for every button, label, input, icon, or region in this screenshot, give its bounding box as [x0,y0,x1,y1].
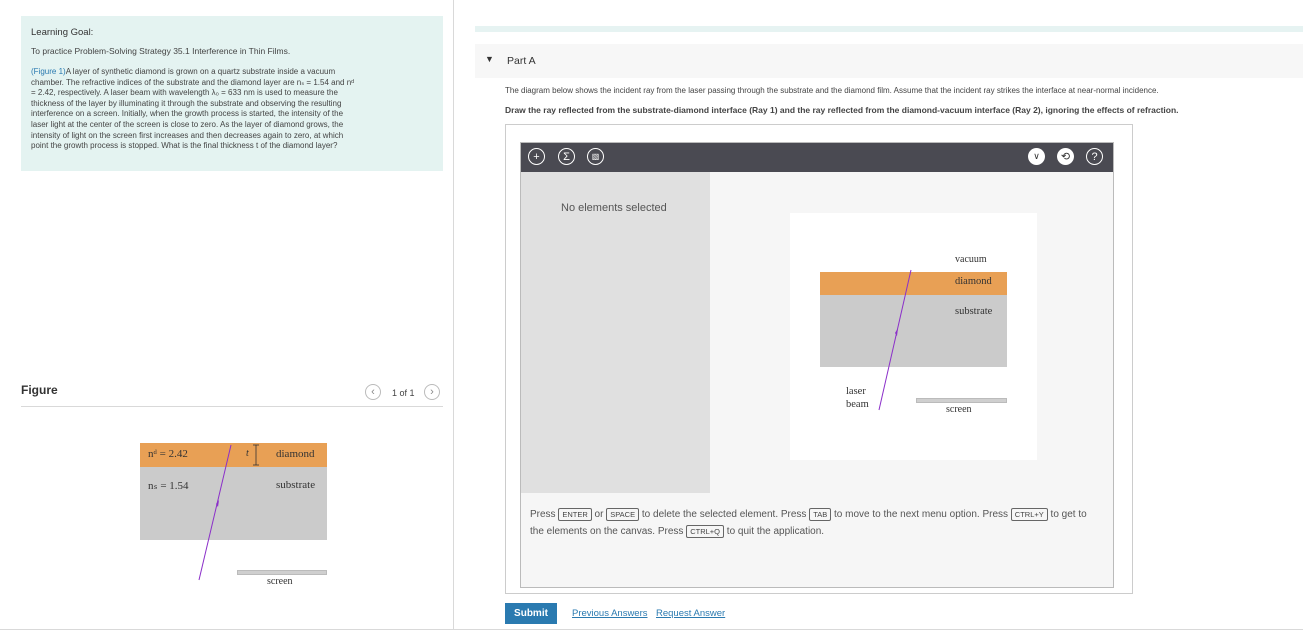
trash-icon[interactable]: ▧ [587,148,604,165]
problem-line: laser light at the center of the screen is close to zero. As the layer of diamond grows, the [31,119,344,129]
help-text: to move to the next menu option. Press [834,509,1009,520]
thickness-label: t [246,448,249,459]
top-accent-bar [475,26,1303,32]
kbd-tab: TAB [809,508,831,521]
help-text: Press [530,509,556,520]
element-sidebar [521,172,710,493]
figure-divider [21,406,443,407]
kbd-space: SPACE [606,508,639,521]
add-icon[interactable]: + [528,148,545,165]
reset-icon[interactable]: ⟲ [1057,148,1074,165]
canvas-vacuum-label: vacuum [955,254,987,265]
help-icon[interactable]: ? [1086,148,1103,165]
caret-down-icon[interactable]: ▼ [485,54,494,64]
problem-line: point the growth process is stopped. What is the final thickness t of the diamond layer? [31,141,338,151]
problem-line: intensity of light on the screen first increases and then decreases again to zero, at which [31,130,344,140]
figure-pager: 1 of 1 [392,388,415,398]
question-text: The diagram below shows the incident ray from the laser passing through the substrate and the diamond film. Assume that the incident ray strikes the interface at near-normal incidence. [505,86,1159,95]
nd-label: nᵈ = 2.42 [148,448,188,460]
drawing-toolbar [521,143,1113,172]
submit-button[interactable]: Submit [505,603,557,624]
figure-diamond-label: diamond [276,448,315,460]
no-selection-text: No elements selected [561,202,667,214]
problem-line: interference on a screen. Initially, when the growth process is started, the intensity of the [31,109,344,119]
problem-line: = 2.42, respectively. A laser beam with wavelength λ₀ = 633 nm is used to measure the [31,88,338,98]
chevron-down-icon[interactable]: ∨ [1028,148,1045,165]
figure-screen-label: screen [267,576,293,587]
previous-answers-link[interactable]: Previous Answers [572,608,648,619]
help-text: to delete the selected element. Press [641,509,807,520]
figure-link[interactable]: (Figure 1) [31,67,66,76]
question-instruction: Draw the ray reflected from the substrate-diamond interface (Ray 1) and the ray reflected from the diamond-vacuum interface (Ray 2), ignoring the effects of refraction. [505,105,1179,115]
problem-line: chamber. The refractive indices of the substrate and the diamond layer are nₛ = 1.54 and nᵈ [31,77,355,87]
keyboard-help [530,506,1090,540]
chevron-right-icon[interactable]: › [424,384,440,400]
canvas-substrate-label: substrate [955,306,993,317]
learning-goal-title: Learning Goal: [31,27,94,38]
incident-ray [199,445,231,580]
kbd-enter: ENTER [558,508,591,521]
column-divider [453,0,454,630]
learning-goal-intro: To practice Problem-Solving Strategy 35.1 Interference in Thin Films. [31,46,291,56]
canvas-overlay [870,265,920,415]
canvas-laser-label: laser [846,386,866,397]
canvas-incident-ray[interactable] [879,270,911,410]
ns-label: nₛ = 1.54 [148,480,189,492]
figure-heading: Figure [21,383,58,397]
sum-icon[interactable]: Σ [558,148,575,165]
part-header[interactable] [475,44,1303,78]
problem-line: A layer of synthetic diamond is grown on a quartz substrate inside a vacuum [65,67,336,76]
part-title: Part A [507,55,536,67]
figure-substrate-label: substrate [276,479,316,491]
problem-line: thickness of the layer by illuminating it through the substrate and observing the resulting [31,98,342,108]
kbd-ctrl-q: CTRL+Q [686,525,724,538]
help-text: to quit the application. [726,526,825,537]
canvas-ray-arrow [895,328,898,336]
canvas-diamond-label: diamond [955,276,992,287]
request-answer-link[interactable]: Request Answer [656,608,726,619]
help-text: or [594,509,604,520]
canvas-beam-label: beam [846,399,869,410]
figure-overlay [190,440,270,585]
canvas-screen-label: screen [946,404,972,415]
chevron-left-icon[interactable]: ‹ [365,384,381,400]
problem-text [31,67,431,152]
bottom-divider [0,629,1303,630]
kbd-ctrl-y: CTRL+Y [1011,508,1048,521]
canvas-screen [916,398,1007,403]
help-text: to get to the elements on the canvas. Press [530,509,1087,537]
